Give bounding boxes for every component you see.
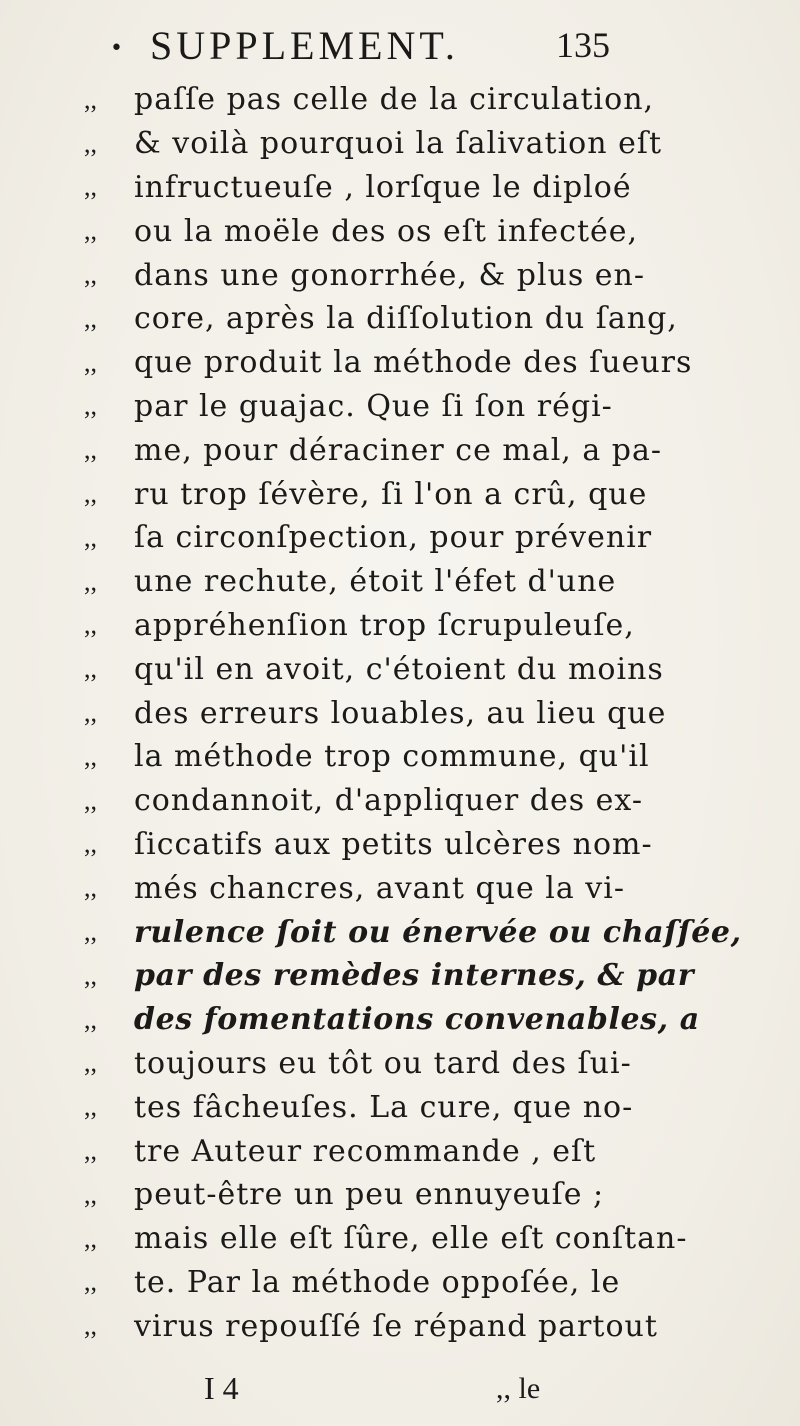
quotation-mark: ,, <box>84 479 97 509</box>
quotation-mark: ,, <box>84 391 97 421</box>
text-line <box>84 866 784 910</box>
quotation-mark: ,, <box>84 128 97 158</box>
quotation-mark: ,, <box>84 741 97 771</box>
text-line <box>84 560 784 604</box>
text-line <box>84 78 784 122</box>
line-text: més chancres, avant que la vi- <box>134 870 625 906</box>
quotation-mark: ,, <box>84 435 97 465</box>
line-text: ru trop ſévère, ſi l'on a crû, que <box>134 476 648 512</box>
text-line <box>84 735 784 779</box>
quotation-mark: ,, <box>84 1092 97 1122</box>
line-text: ſa circonſpection, pour prévenir <box>134 520 653 556</box>
body-text <box>84 78 784 1348</box>
text-line <box>84 122 784 166</box>
line-text: toujours eu tôt ou tard des ſui- <box>134 1045 632 1081</box>
text-line <box>84 1129 784 1173</box>
line-text: infructueuſe , lorſque le diploé <box>134 169 632 205</box>
quotation-mark: ,, <box>84 84 97 114</box>
text-line <box>84 1217 784 1261</box>
line-text: condannoit, d'appliquer des ex- <box>134 783 643 819</box>
quotation-mark: ,, <box>84 566 97 596</box>
quotation-mark: ,, <box>84 1136 97 1166</box>
text-line <box>84 428 784 472</box>
line-text: qu'il en avoit, c'étoient du moins <box>134 651 664 687</box>
quotation-mark: ,, <box>84 347 97 377</box>
line-text: rulence ſoit ou énervée ou chaſſée, <box>134 914 742 950</box>
text-line <box>84 998 784 1042</box>
quotation-mark: ,, <box>84 785 97 815</box>
quotation-mark: ,, <box>84 654 97 684</box>
line-text: paſſe pas celle de la circulation, <box>134 82 655 118</box>
quotation-mark: ,, <box>84 1048 97 1078</box>
quotation-mark: ,, <box>84 610 97 640</box>
line-text: ou la moële des os eſt infectée, <box>134 213 639 249</box>
page-footer <box>84 1370 784 1426</box>
line-text: ſiccatifs aux petits ulcères nom- <box>134 826 653 862</box>
quotation-mark: ,, <box>84 172 97 202</box>
text-line <box>84 1261 784 1305</box>
line-text: une rechute, étoit l'éfet d'une <box>134 564 617 600</box>
line-text: des erreurs louables, au lieu que <box>134 695 667 731</box>
quotation-mark: ,, <box>84 829 97 859</box>
running-header <box>110 18 750 68</box>
text-line <box>84 1085 784 1129</box>
line-text: que produit la méthode des ſueurs <box>134 345 693 381</box>
quotation-mark: ,, <box>84 216 97 246</box>
page-number: 135 <box>556 25 610 65</box>
line-text: core, après la diſſolution du ſang, <box>134 301 678 337</box>
text-line <box>84 472 784 516</box>
text-line <box>84 516 784 560</box>
text-line <box>84 779 784 823</box>
text-line <box>84 1173 784 1217</box>
line-text: tre Auteur recommande , eſt <box>134 1133 597 1169</box>
quotation-mark: ,, <box>84 1223 97 1253</box>
quotation-mark: ,, <box>84 1311 97 1341</box>
catchword: ,, le <box>496 1372 541 1405</box>
line-text: des fomentations convenables, a <box>134 1002 700 1038</box>
line-text: & voilà pourquoi la ſalivation eſt <box>134 126 663 162</box>
text-line <box>84 341 784 385</box>
text-line <box>84 1042 784 1086</box>
quotation-mark: ,, <box>84 1004 97 1034</box>
quotation-mark: ,, <box>84 1267 97 1297</box>
line-text: par des remèdes internes, & par <box>134 958 695 994</box>
text-line <box>84 910 784 954</box>
text-line <box>84 209 784 253</box>
quotation-mark: ,, <box>84 873 97 903</box>
header-bullet: • <box>110 36 123 61</box>
line-text: tes fâcheuſes. La cure, que no- <box>134 1089 634 1125</box>
quotation-mark: ,, <box>84 260 97 290</box>
line-text: la méthode trop commune, qu'il <box>134 739 650 775</box>
text-line <box>84 691 784 735</box>
page-title: SUPPLEMENT. <box>150 23 459 68</box>
text-line <box>84 604 784 648</box>
quotation-mark: ,, <box>84 917 97 947</box>
text-line <box>84 385 784 429</box>
line-text: te. Par la méthode oppoſée, le <box>134 1264 621 1300</box>
text-line <box>84 253 784 297</box>
quotation-mark: ,, <box>84 303 97 333</box>
text-line <box>84 823 784 867</box>
quotation-mark: ,, <box>84 522 97 552</box>
text-line <box>84 647 784 691</box>
text-line <box>84 1304 784 1348</box>
text-line <box>84 297 784 341</box>
quotation-mark: ,, <box>84 1179 97 1209</box>
line-text: par le guajac. Que ſi ſon régi- <box>134 388 613 424</box>
line-text: me, pour déraciner ce mal, a pa- <box>134 432 663 468</box>
text-line <box>84 166 784 210</box>
signature-mark: I 4 <box>204 1370 239 1406</box>
line-text: virus repouſſé ſe répand partout <box>134 1308 658 1344</box>
line-text: mais elle eſt ſûre, elle eſt conſtan- <box>134 1221 688 1257</box>
quotation-mark: ,, <box>84 960 97 990</box>
line-text: appréhenſion trop ſcrupuleuſe, <box>134 607 635 643</box>
quotation-mark: ,, <box>84 698 97 728</box>
text-line <box>84 954 784 998</box>
line-text: dans une gonorrhée, & plus en- <box>134 257 646 293</box>
line-text: peut-être un peu ennuyeuſe ; <box>134 1177 605 1213</box>
